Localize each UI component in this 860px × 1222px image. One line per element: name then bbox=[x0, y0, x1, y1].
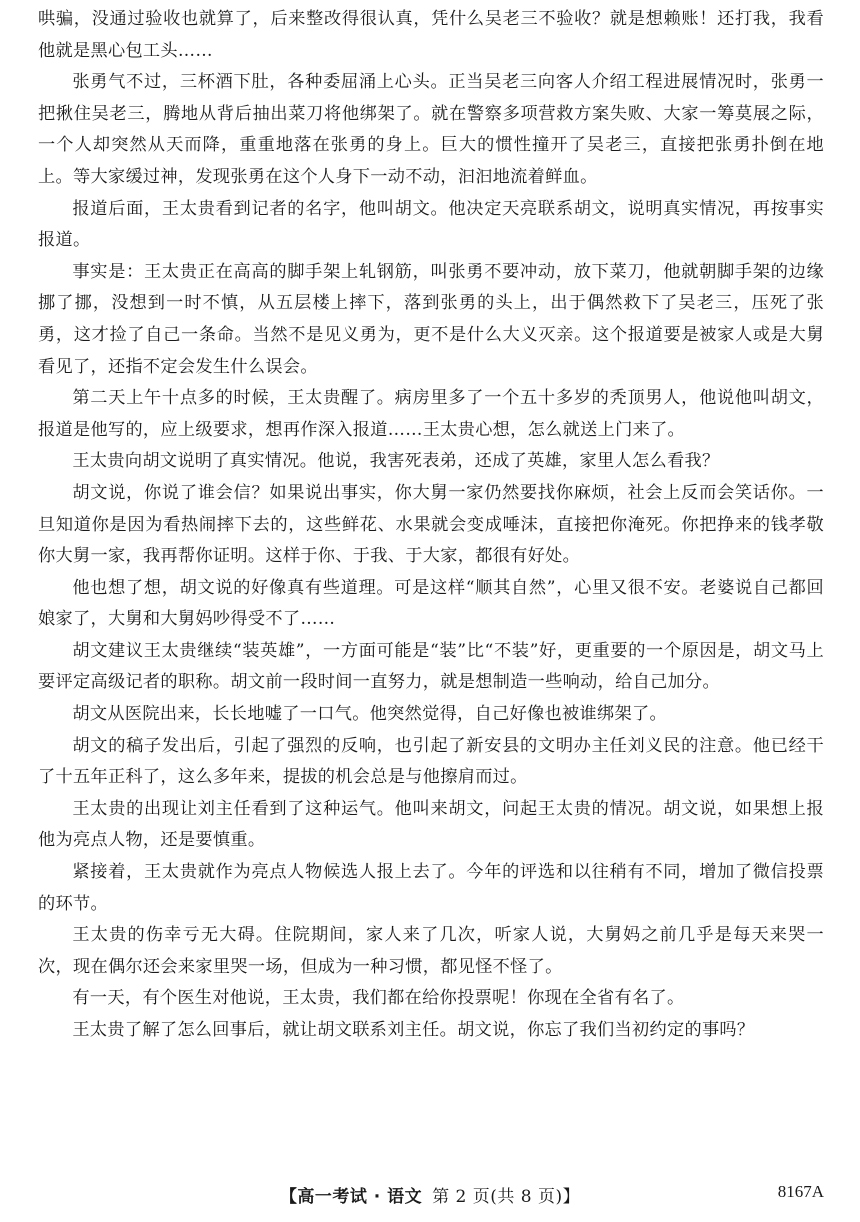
paragraph-2: 张勇气不过，三杯酒下肚，各种委屈涌上心头。正当吴老三向客人介绍工程进展情况时，张勇一把揪住吴老三，腾地从背后抽出菜刀将他绑架了。就在警察多项营救方案失败、大家一筹莫展之际，一个人却突然从天而降，重重地落在张勇的身上。巨大的惯性撞开了吴老三，直接把张勇扑倒在地上。等大家缓过神，发现张勇在这个人身下一动不动，汩汩地流着鲜血。 bbox=[38, 72, 824, 187]
footer-paper-code: 8167A bbox=[777, 1182, 824, 1201]
paragraph-10: 胡文从医院出来，长长地嘘了一口气。他突然觉得，自己好像也被谁绑架了。 bbox=[72, 704, 667, 725]
paragraph-5: 第二天上午十点多的时候，王太贵醒了。病房里多了一个五十多岁的秃顶男人，他说他叫胡文，报道是他写的，应上级要求，想再作深入报道……王太贵心想，怎么就送上门来了。 bbox=[38, 388, 824, 440]
footer-exam-label: 【高一考试 · 语文 bbox=[279, 1187, 423, 1207]
paragraph-14: 王太贵的伤幸亏无大碍。住院期间，家人来了几次，听家人说，大舅妈之前几乎是每天来哭一次，现在偶尔还会来家里哭一场，但成为一种习惯，都见怪不怪了。 bbox=[38, 925, 824, 977]
page-footer bbox=[0, 1182, 860, 1212]
paragraph-15: 有一天，有个医生对他说，王太贵，我们都在给你投票呢！你现在全省有名了。 bbox=[72, 988, 685, 1009]
paragraph-12: 王太贵的出现让刘主任看到了这种运气。他叫来胡文，问起王太贵的情况。胡文说，如果想上报他为亮点人物，还是要慎重。 bbox=[38, 798, 824, 851]
paragraph-7: 胡文说，你说了谁会信？如果说出事实，你大舅一家仍然要找你麻烦，社会上反而会笑话你。一旦知道你是因为看热闹摔下去的，这些鲜花、水果就会变成唾沫，直接把你淹死。你把挣来的钱孝敬你大舅一家，我再帮你证明。这样于你、于我、于大家，都很有好处。 bbox=[38, 482, 824, 567]
paragraph-3: 报道后面，王太贵看到记者的名字，他叫胡文。他决定天亮联系胡文，说明真实情况，再按事实报道。 bbox=[38, 198, 824, 251]
paragraph-1: 哄骗，没通过验收也就算了，后来整改得很认真，凭什么吴老三不验收？就是想赖账！还打我，我看他就是黑心包工头…… bbox=[38, 9, 824, 61]
footer-exam-info bbox=[0, 1182, 860, 1207]
paragraph-4: 事实是：王太贵正在高高的脚手架上轧钢筋，叫张勇不要冲动，放下菜刀，他就朝脚手架的边缘挪了挪，没想到一时不慎，从五层楼上摔下，落到张勇的头上，出于偶然救下了吴老三，压死了张勇，这才捡了自己一条命。当然不是见义勇为，更不是什么大义灭亲。这个报道要是被家人或是大舅看见了，还指不定会发生什么误会。 bbox=[38, 261, 824, 377]
paragraph-11: 胡文的稿子发出后，引起了强烈的反响，也引起了新安县的文明办主任刘义民的注意。他已经干了十五年正科了，这么多年来，提拔的机会总是与他擦肩而过。 bbox=[38, 735, 824, 788]
paragraph-6: 王太贵向胡文说明了真实情况。他说，我害死表弟，还成了英雄，家里人怎么看我？ bbox=[72, 451, 720, 472]
footer-page-info: 第 2 页(共 8 页)】 bbox=[432, 1187, 581, 1207]
paragraph-13: 紧接着，王太贵就作为亮点人物候选人报上去了。今年的评选和以往稍有不同，增加了微信投票的环节。 bbox=[38, 862, 824, 914]
paragraph-16: 王太贵了解了怎么回事后，就让胡文联系刘主任。胡文说，你忘了我们当初约定的事吗？ bbox=[72, 1020, 755, 1040]
paragraph-8: 他也想了想，胡文说的好像真有些道理。可是这样“顺其自然”，心里又很不安。老婆说自己都回娘家了，大舅和大舅妈吵得受不了…… bbox=[38, 577, 824, 630]
paragraph-9: 胡文建议王太贵继续“装英雄”，一方面可能是“装”比“不装”好，更重要的一个原因是，胡文马上要评定高级记者的职称。胡文前一段时间一直努力，就是想制造一些响动，给自己加分。 bbox=[38, 640, 824, 693]
